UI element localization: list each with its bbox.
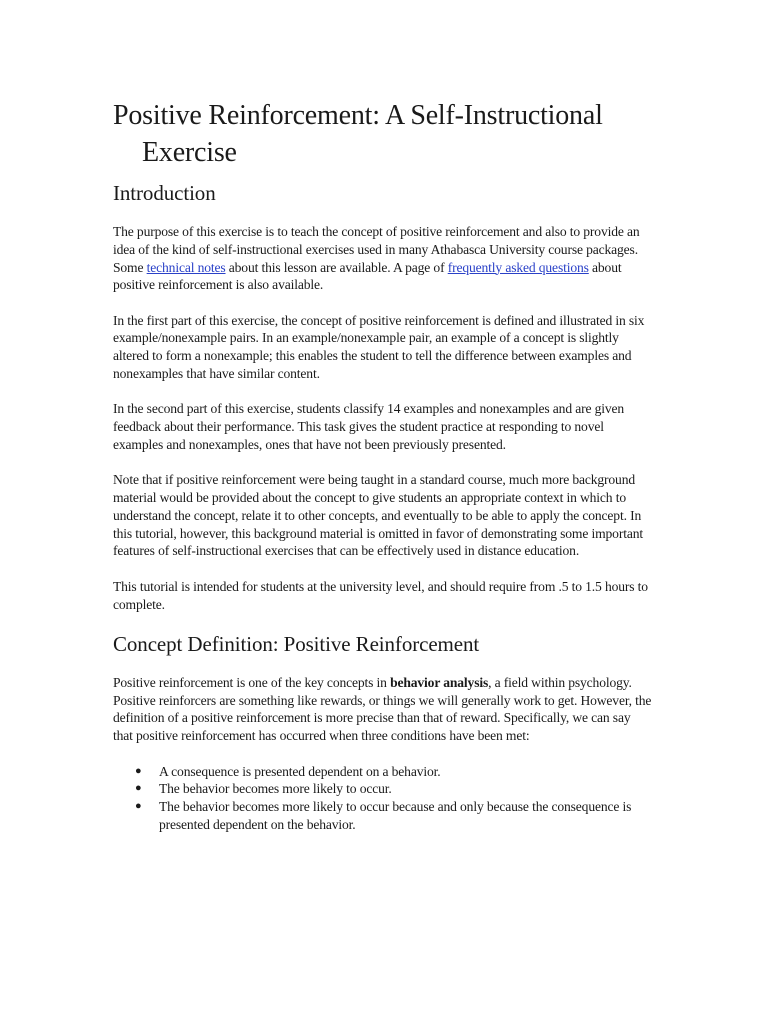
- intro-p1-text-b: about this lesson are available. A page of: [225, 259, 448, 275]
- intro-paragraph-2: In the first part of this exercise, the concept of positive reinforcement is defined and illustrated in six example/nonexample pairs. In an example/nonexample pair, an example of a concept is slightly altered to form a nonexample; this enables the student to tell the difference between examples and nonexamples that have similar content.: [113, 312, 645, 382]
- intro-paragraph-1: [113, 223, 653, 294]
- page-title: Positive Reinforcement: A Self-Instructional Exercise: [113, 100, 603, 168]
- condition-text: The behavior becomes more likely to occur.: [159, 781, 392, 797]
- condition-text: A consequence is presented dependent on a behavior.: [159, 763, 441, 779]
- concept-definition-heading: Concept Definition: Positive Reinforcement: [113, 631, 480, 656]
- concept-p1-text-b: , a field within psychology. Positive reinforcers are something like rewards, or things we will generally work to get. However, the definition of a positive reinforcement is more precise than that of reward. Specifically, we can say that positive reinforcement has occurred when three conditions have been met:: [113, 674, 652, 744]
- introduction-heading: Introduction: [113, 181, 216, 205]
- intro-paragraph-3: In the second part of this exercise, students classify 14 examples and nonexamples and are given feedback about their performance. This task gives the student practice at responding to novel examples and nonexamples, ones that have not been previously presented.: [113, 401, 625, 452]
- intro-paragraph-4: Note that if positive reinforcement were being taught in a standard course, much more background material would be provided about the concept to give students an appropriate context in which to understand the concept, relate it to other concepts, and eventually to be able to apply the concept. In this tutorial, however, this background material is omitted in favor of demonstrating some important features of self-instructional exercises that can be effectively used in distance education.: [113, 472, 643, 559]
- document-page: [113, 97, 653, 834]
- faq-link[interactable]: frequently asked questions: [447, 259, 589, 275]
- intro-paragraph-5: This tutorial is intended for students at the university level, and should require from .5 to 1.5 hours to complete.: [113, 578, 648, 612]
- behavior-analysis-term: behavior analysis: [390, 674, 489, 690]
- bullet-icon: ●: [135, 764, 142, 777]
- intro-p1-text-a: The purpose of this exercise is to teach the concept of positive reinforcement and also to provide an idea of the kind of self-instructional exercises used in many Athabasca University course packages. Some: [113, 224, 640, 275]
- bullet-icon: ●: [135, 800, 142, 813]
- concept-p1-text-a: Positive reinforcement is one of the key concepts in: [113, 674, 391, 690]
- list-item: [135, 763, 653, 781]
- condition-text: The behavior becomes more likely to occur because and only because the consequence is presented dependent on the behavior.: [159, 799, 632, 832]
- concept-paragraph-1: [113, 674, 653, 745]
- list-item: [135, 798, 653, 834]
- technical-notes-link[interactable]: technical notes: [146, 259, 226, 275]
- bullet-icon: ●: [135, 782, 142, 795]
- conditions-list: [113, 763, 653, 834]
- intro-p1-text-c: about positive reinforcement is also available.: [113, 259, 622, 293]
- list-item: [135, 780, 653, 798]
